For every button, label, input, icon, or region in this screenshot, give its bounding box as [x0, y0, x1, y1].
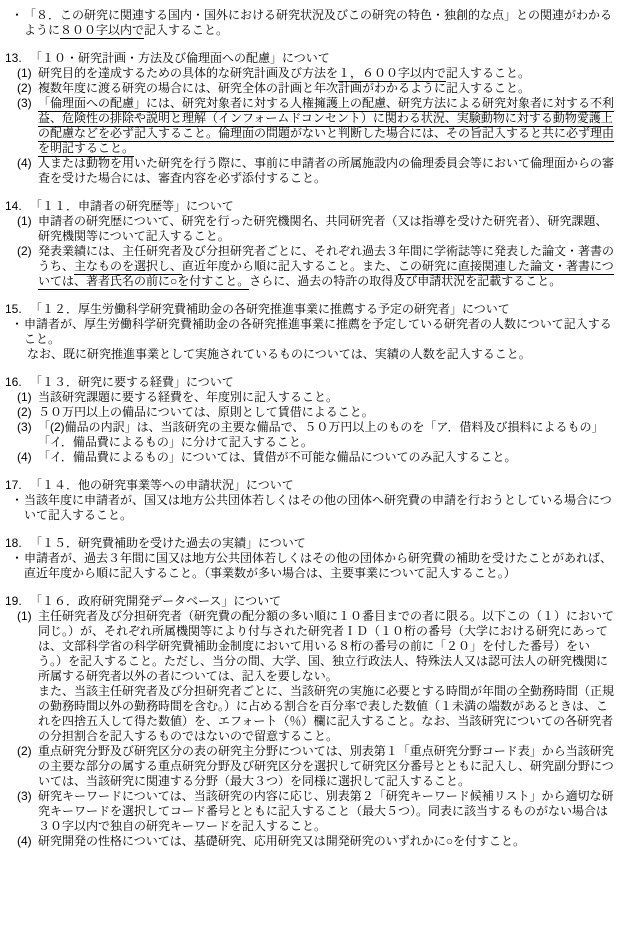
section-heading [0, 302, 614, 317]
list-marker: (1) [17, 214, 32, 228]
list-marker: ・ [11, 317, 24, 331]
text-run: 「(2)備品の内訳」は、当該研究の主要な備品で、５０万円以上のものを「ア．借料及び損料によるもの」「イ．備品費によるもの」に分けて記入すること。 [38, 420, 604, 449]
text-run: 「１５．研究費補助を受けた過去の実績」について [30, 536, 306, 550]
paragraph-text [30, 199, 234, 213]
text-run: 「１２．厚生労働科学研究費補助金の各研究推進事業に推薦する予定の研究者」について [30, 302, 510, 316]
paragraph-text [30, 51, 330, 65]
paragraph-text [24, 8, 612, 39]
list-marker: (2) [17, 244, 32, 258]
paragraph-text [38, 81, 530, 95]
list-marker: (2) [17, 744, 32, 758]
doc-paragraph [0, 156, 614, 186]
paragraph-text [24, 551, 612, 580]
text-run: 「イ．備品費によるもの」については、賃借が不可能な備品についてのみ記入すること。 [38, 450, 517, 464]
text-run: 「１１．申請者の研究歴等」について [30, 199, 234, 213]
doc-paragraph [0, 244, 614, 289]
doc-paragraph [0, 390, 614, 405]
text-run: 当該研究課題に要する経費を、年度別に記入すること。 [38, 390, 339, 404]
list-marker: (1) [17, 390, 32, 404]
paragraph-text [38, 156, 614, 185]
paragraph-text [30, 302, 510, 316]
text-run: ５０万円以上の備品については、原則として賃借によること。 [38, 405, 374, 419]
underlined-text-run: 主なものを選択し、 [74, 259, 183, 273]
paragraph-text [27, 347, 531, 361]
paragraph-text [30, 536, 306, 550]
doc-paragraph [0, 420, 614, 450]
text-run: 「１０・研究計画・方法及び倫理面への配慮」について [30, 51, 330, 65]
text-run: 「１４．他の研究事業等への申請状況」について [30, 478, 294, 492]
doc-paragraph [0, 609, 614, 684]
text-run: また、当該主任研究者及び分担研究者ごとに、当該研究の実施に必要とする時間が年間の全勤務時間（正規の勤務時間以外の勤務時間を含む。）に占める割合を百分率で表した数値（１未満の端数があるときは、これを四捨五入して得た数値）を、エフォート（％）欄に記入すること。なお、当該研究についての各研究者の分担割合を記入するものではないので留意すること。 [38, 684, 615, 743]
list-marker: (4) [17, 156, 32, 170]
doc-paragraph [0, 551, 614, 581]
text-run: 研究キーワードについては、当該研究の内容に応じ、別表第２「研究キーワード候補リスト」から適切な研究キーワードを選択してコード番号とともに記入すること（最大５つ）。同表に該当するものがない場合は３０字以内で独自の研究キーワードを記入すること。 [38, 789, 614, 833]
paragraph-text [38, 96, 614, 157]
list-marker: (2) [17, 405, 32, 419]
doc-paragraph [0, 96, 614, 156]
underlined-text-run: 「倫理面への配慮」には、研究対象者に対する人権擁護上の配慮、研究方法による研究対象者に対する不利益、危険性の排除や説明と理解（インフォームドコンセント）に関わる状況、実験動物に対する動物愛護上の配慮などを必ず記入すること。倫理面の問題がないと判断した場合には、その旨記入すると共に必ず理由を明記すること。 [38, 96, 615, 155]
list-marker: (1) [17, 66, 32, 80]
list-marker: (4) [17, 450, 32, 464]
doc-paragraph [0, 684, 614, 744]
list-marker: (2) [17, 81, 32, 95]
section-heading [0, 536, 614, 551]
text-run: 複数年度に渡る研究の場合には、研究全体の計画と年次計画がわかるように記入すること。 [38, 81, 531, 95]
doc-paragraph [0, 317, 614, 347]
paragraph-text [30, 375, 234, 389]
paragraph-text [38, 390, 338, 404]
section-heading [0, 594, 614, 609]
text-run: 主任研究者及び分担研究者（研究費の配分額の多い順に１０番目までの者に限る。以下この（１）において同じ。）が、それぞれ所属機関等により付与された研究者ＩＤ（１０桁の番号（大学における研究にあっては、文部科学省の科学研究費補助金制度において用いる８桁の番号の前に「２０」を付した番号）をいう。）を記入すること。ただし、当分の間、大学、国、独立行政法人、特殊法人又は認可法人の研究機関に所属する研究者以外の者については、記入を要しない。 [38, 609, 615, 683]
doc-paragraph [0, 66, 614, 81]
paragraph-text [24, 493, 612, 522]
text-run: 重点研究分野及び研究区分の表の研究主分野については、別表第１「重点研究分野コード表」から当該研究の主要な部分の属する重点研究分野及び研究区分を選択して研究区分番号とともに記入し、研究副分野については、当該研究に関連する分野（最大３つ）を同様に選択して記入すること。 [38, 744, 614, 788]
text-run: 人または動物を用いた研究を行う際に、事前に申請者の所属施設内の倫理委員会等において倫理面からの審査を受けた場合には、審査内容を必ず添付すること。 [38, 156, 615, 185]
doc-paragraph [0, 493, 614, 523]
section-heading [0, 199, 614, 214]
item-number: 13. [5, 51, 22, 65]
text-run: 記入すること。 [144, 23, 229, 37]
underlined-text-run: ８００字以内で [60, 23, 145, 37]
doc-paragraph [0, 789, 614, 834]
list-marker: (4) [17, 834, 32, 848]
list-marker: ・ [11, 8, 24, 22]
section-heading [0, 478, 614, 493]
item-number: 16. [5, 375, 22, 389]
doc-paragraph [0, 81, 614, 96]
item-number: 14. [5, 199, 22, 213]
text-run: なお、既に研究推進事業として実施されているものについては、実績の人数を記入すること。 [27, 347, 531, 361]
paragraph-text [38, 684, 614, 743]
underlined-text-run: １，６００字以内で [338, 66, 447, 80]
item-number: 17. [5, 478, 22, 492]
list-marker: (3) [17, 789, 32, 803]
paragraph-text [38, 420, 603, 449]
text-run: 研究開発の性格については、基礎研究、応用研究又は開発研究のいずれかに○を付すこと。 [38, 834, 526, 848]
paragraph-text [38, 450, 516, 464]
doc-paragraph [0, 347, 614, 362]
doc-paragraph [0, 834, 614, 849]
text-run: 申請者が、過去３年間に国又は地方公共団体若しくはその他の団体から研究費の補助を受けたことがあれば、直近年度から順に記入すること。（事業数が多い場合は、主要事業について記入すること。） [24, 551, 613, 580]
paragraph-text [38, 214, 608, 243]
item-number: 15. [5, 302, 22, 316]
paragraph-text [38, 66, 530, 82]
section-heading [0, 375, 614, 390]
text-run: 直近年度から順に記入すること。また、 [182, 259, 399, 273]
list-marker: (3) [17, 420, 32, 434]
section-heading [0, 51, 614, 66]
paragraph-text [24, 317, 612, 346]
item-number: 19. [5, 594, 22, 608]
list-marker: ・ [11, 493, 24, 507]
text-run: 「１６．政府研究開発データベース」について [30, 594, 282, 608]
paragraph-text [30, 478, 294, 492]
text-run: さらに、過去の特許の取得及び申請状況を記載すること。 [249, 274, 562, 288]
text-run: 研究目的を達成するための具体的な研究計画及び方法を [38, 66, 339, 80]
doc-paragraph [0, 214, 614, 244]
paragraph-text [38, 834, 525, 848]
paragraph-text [38, 789, 614, 833]
doc-paragraph [0, 8, 614, 38]
text-run: 「１３．研究に要する経費」について [30, 375, 234, 389]
text-run: 記入すること。 [446, 66, 531, 80]
list-marker: (3) [17, 96, 32, 110]
doc-paragraph [0, 405, 614, 420]
doc-paragraph [0, 744, 614, 789]
underlined-text-run: この研究に直接関連した論文・著書については、著者氏名の前に○を付すこと。 [38, 259, 614, 288]
list-marker: (1) [17, 609, 32, 623]
doc-paragraph [0, 450, 614, 465]
paragraph-text [38, 405, 374, 419]
text-run: 申請者が、厚生労働科学研究費補助金の各研究推進事業に推薦を予定している研究者の人数について記入すること。 [24, 317, 612, 346]
list-marker: ・ [11, 551, 24, 565]
paragraph-text [38, 744, 614, 788]
paragraph-text [30, 594, 281, 608]
paragraph-text [38, 244, 614, 290]
paragraph-text [38, 609, 614, 683]
text-run: 申請者の研究歴について、研究を行った研究機関名、共同研究者（又は指導を受けた研究者）、研究課題、研究機関等について記入すること。 [38, 214, 608, 243]
text-run: 発表業績には、主任研究者及び分担研究者ごとに、それぞれ過去３年間に学術誌等に発表した論文・著書のうち、 [38, 244, 615, 273]
text-run: 「８．この研究に関連する国内・国外における研究状況及びこの研究の特色・独創的な点」との関連がわかるように [24, 8, 613, 37]
text-run: 当該年度に申請者が、国又は地方公共団体若しくはその他の団体へ研究費の申請を行おうとしている場合について記入すること。 [24, 493, 612, 522]
item-number: 18. [5, 536, 22, 550]
